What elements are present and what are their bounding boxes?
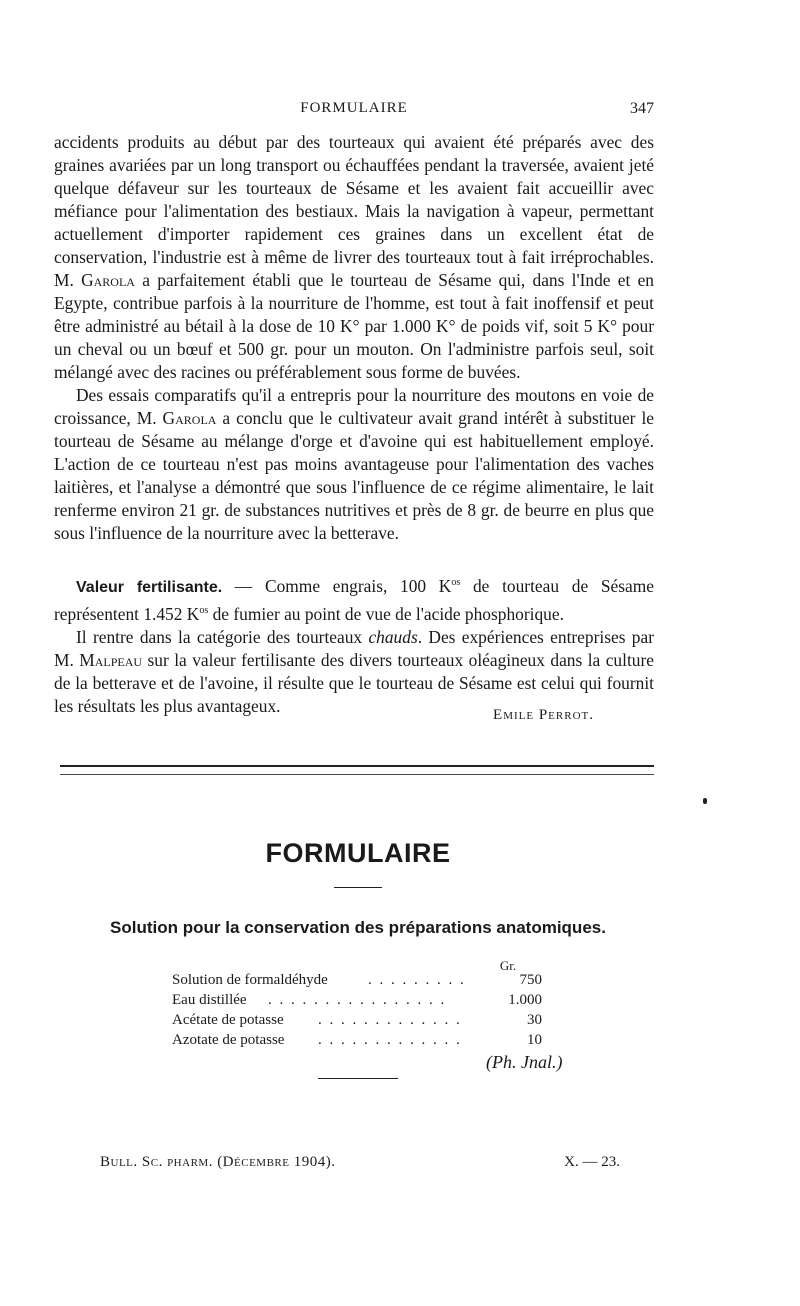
paragraph-1 — [54, 131, 654, 384]
section-divider — [60, 765, 654, 775]
paragraph-1-text-b: a parfaitement établi que le tourteau de Sésame qui, dans l'Inde et en Egypte, contribue parfois à la nourriture de l'homme, est tout à fait inoffensif et peut être administré au bétail à la dose de 10 K° par 1.000 K° de poids vif, soit 5 K° pour un cheval ou un bœuf et 500 gr. pour un mouton. On l'administre parfois seul, soit mélangé avec des racines ou préférablement sous forme de buvées. — [54, 270, 654, 382]
ink-mark — [703, 798, 707, 804]
paragraph-4-text-a: Il rentre dans la catégorie des tourteaux — [76, 626, 369, 647]
ingredient-qty: 10 — [527, 1032, 542, 1048]
fertilizer-section — [54, 571, 654, 718]
paragraph-1-text-a: accidents produits au début par des tourteaux qui avaient été préparés avec des graines avariées par un long transport ou échauffées pendant la traversée, avaient jeté quelque défaveur sur les tourteaux de Sésame et les avaient fait accueillir avec méfiance pour l'alimentation des bestiaux. Mais la navigation à vapeur, permettant actuellement d'importer rapidement ces graines dans un excellent état de conservation, l'industrie est à même de livrer des tourteaux tout à fait irréprochables. M. — [54, 132, 654, 290]
ingredient-qty: 1.000 — [508, 992, 542, 1008]
signature-mark: X. — 23. — [564, 1154, 620, 1170]
paragraph-4 — [54, 626, 654, 718]
ingredient-row — [172, 970, 572, 990]
ingredient-row — [172, 1010, 572, 1030]
paragraph-3 — [54, 571, 654, 626]
ingredient-qty: 30 — [527, 1012, 542, 1028]
ingredient-qty: 750 — [519, 972, 542, 988]
superscript-os-2: os — [199, 604, 209, 616]
paragraph-3-text-b: de tourteau de Sésame représentent 1.452 K — [54, 575, 654, 624]
italic-chauds: chauds — [368, 626, 418, 647]
signature: Emile Perrot. — [493, 707, 594, 723]
end-rule — [318, 1078, 398, 1079]
unit-header: Gr. — [499, 958, 517, 973]
leader-dots: . . . . . . . . . . . . . . . . — [268, 992, 447, 1008]
paragraph-2 — [54, 384, 654, 545]
paragraph-3-text-a: — Comme engrais, 100 K — [222, 575, 452, 596]
formula-heading: Solution pour la conservation des préparations anatomiques. — [110, 918, 606, 937]
page-footer — [100, 1154, 620, 1178]
running-title: FORMULAIRE — [300, 100, 408, 116]
formulaire-title: FORMULAIRE — [265, 838, 451, 868]
superscript-os-1: os — [451, 577, 461, 588]
leader-dots: . . . . . . . . . . . . . — [318, 1032, 462, 1048]
paragraph-2-text-b: a conclu que le cultivateur avait grand intérêt à substituer le tourteau de Sésame au mélange d'orge et d'avoine qui est habituellement employé. L'action de ce tourteau n'est pas moins avantageuse pour l'alimentation des vaches laitières, et l'analyse a démontré que sous l'influence de ce régime alimentaire, le lait renferme environ 21 gr. de substances nutritives et près de 8 gr. de beurre en plus que sous l'influence de la nourriture avec la betterave. — [54, 408, 654, 543]
journal-citation: Bull. Sc. pharm. (Décembre 1904). — [100, 1154, 336, 1170]
leader-dots: . . . . . . . . . . . . . — [318, 1012, 462, 1028]
paragraph-4-text-b: . Des expériences entreprises par M. — [54, 626, 655, 670]
section-lead-heading: Valeur fertilisante. — [76, 578, 223, 596]
author-name-garola: Garola — [81, 270, 135, 290]
author-name-garola-2: Garola — [162, 408, 217, 428]
ingredient-row — [172, 1030, 572, 1050]
ingredient-name: Acétate de potasse — [172, 1012, 284, 1028]
paragraph-4-text-c: sur la valeur fertilisante des divers tourteaux oléagineux dans la culture de la betterave et de l'avoine, il résulte que le tourteau de Sésame est celui qui fournit les résultats les plus avantageux. — [54, 649, 654, 716]
ingredient-row — [172, 990, 572, 1010]
article-body — [54, 131, 654, 545]
source-citation: (Ph. Jnal.) — [486, 1052, 563, 1072]
ingredient-list — [172, 970, 572, 1050]
leader-dots: . . . . . . . . . — [368, 972, 466, 988]
ingredient-name: Solution de formaldéhyde — [172, 972, 328, 988]
author-name-malpeau: Malpeau — [79, 649, 143, 670]
page-number: 347 — [630, 100, 654, 117]
ingredient-name: Eau distillée — [172, 992, 247, 1008]
ingredient-name: Azotate de potasse — [172, 1032, 285, 1048]
running-head — [54, 100, 654, 124]
paragraph-3-text-c: de fumier au point de vue de l'acide phosphorique. — [208, 603, 564, 624]
paragraph-2-text-a: Des essais comparatifs qu'il a entrepris pour la nourriture des moutons en voie de croissance, M. — [54, 385, 654, 428]
title-underline — [334, 887, 382, 888]
